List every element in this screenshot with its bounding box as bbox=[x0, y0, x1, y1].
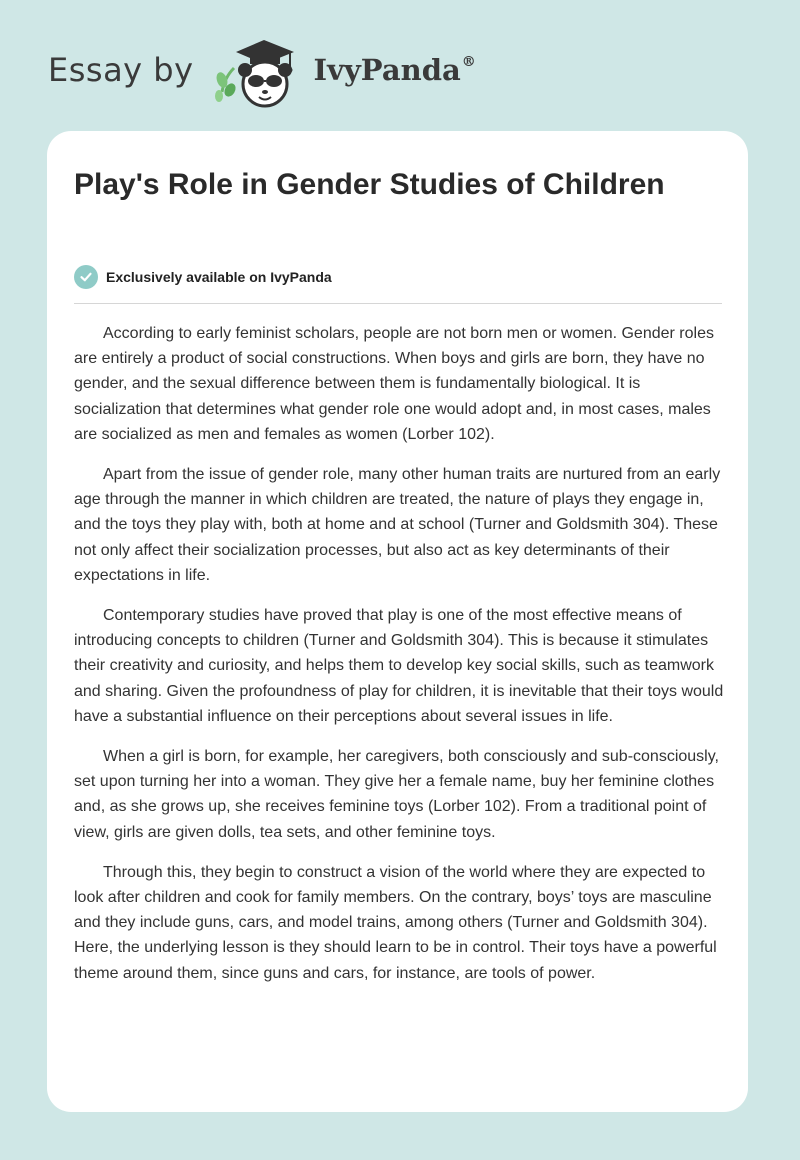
paragraph: According to early feminist scholars, people are not born men or women. Gender roles are entirely a product of social constructions. When boys and girls are born, they have no gender, and the sexual difference between them is fundamentally biological. It is socialization that determines what gender role one would adopt and, in most cases, males are socialized as men and females as women (Lorber 102). bbox=[74, 325, 714, 443]
brand-name[interactable] bbox=[314, 53, 476, 87]
essay-by-label: Essay by bbox=[48, 51, 194, 89]
panda-graduate-logo-icon[interactable] bbox=[210, 30, 306, 110]
site-header bbox=[48, 30, 608, 110]
exclusive-badge-label: Exclusively available on IvyPanda bbox=[106, 269, 332, 285]
check-icon bbox=[74, 265, 98, 289]
essay-card bbox=[47, 131, 748, 1112]
brand-label: IvyPanda bbox=[313, 53, 461, 87]
paragraph: When a girl is born, for example, her caregivers, both consciously and sub-consciously, set upon turning her into a woman. They give her a female name, buy her feminine clothes and, as she grows up, she receives feminine toys (Lorber 102). From a traditional point of view, girls are given dolls, tea sets, and other feminine toys. bbox=[74, 748, 719, 841]
divider bbox=[74, 303, 722, 304]
paragraph: Apart from the issue of gender role, many other human traits are nurtured from an early age through the manner in which children are treated, the nature of plays they engage in, and the toys they play with, both at home and at school (Turner and Goldsmith 304). These not only affect their socialization processes, but also act as key determinants of their expectations in life. bbox=[74, 466, 721, 584]
essay-body bbox=[74, 321, 724, 1001]
exclusive-badge bbox=[74, 265, 332, 289]
essay-title: Play's Role in Gender Studies of Children bbox=[74, 168, 665, 201]
paragraph: Through this, they begin to construct a vision of the world where they are expected to look after children and cook for family members. On the contrary, boys’ toys are masculine and they include guns, cars, and model trains, among others (Turner and Goldsmith 304). Here, the underlying lesson is they should learn to be in control. Their toys have a powerful theme around them, since guns and cars, for instance, are tools of power. bbox=[74, 863, 717, 982]
registered-mark: ® bbox=[461, 54, 476, 70]
paragraph: Contemporary studies have proved that play is one of the most effective means of introducing concepts to children (Turner and Goldsmith 304). This is because it stimulates their creativity and curiosity, and helps them to develop key social skills, such as teamwork and sharing. Given the profoundness of play for children, it is inevitable that their toys would have a substantial influence on their perceptions about several issues in life. bbox=[74, 607, 724, 725]
